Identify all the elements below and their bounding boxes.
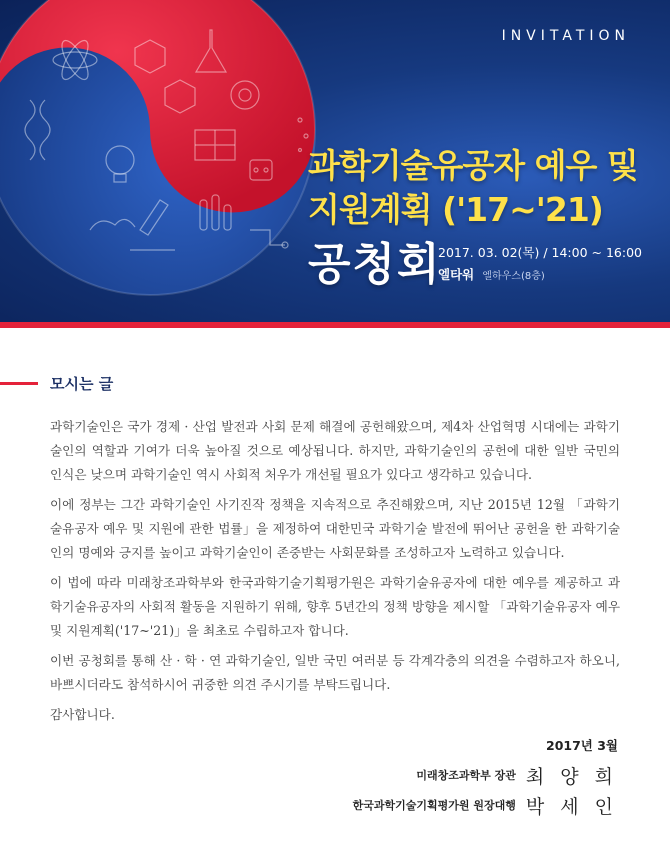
venue-detail: 엘하우스(8층) [482, 271, 545, 282]
signer-name: 최 양 희 [525, 765, 618, 788]
letter-paragraph: 이에 정부는 그간 과학기술인 사기진작 정책을 지속적으로 추진해왔으며, 지난 2015년 12월 「과학기술유공자 예우 및 지원에 관한 법률」을 제정하여 대한민국 과학기술 발전에 뛰어난 공헌을 한 과학기술인의 명예와 긍지를 높이고 과학기술인이 존중받는 사회문화를 조성하고자 노력하고 있습니다. [50, 497, 620, 560]
signer-row [218, 760, 618, 790]
signature-block [218, 736, 618, 820]
venue-name: 엘타워 [438, 267, 475, 282]
signer-organization: 미래창조과학부 장관 [416, 769, 516, 782]
signer-row [218, 790, 618, 820]
signer-name: 박 세 인 [525, 795, 618, 818]
event-venue [438, 264, 545, 283]
letter-paragraph: 과학기술인은 국가 경제 · 산업 발전과 사회 문제 해결에 공헌해왔으며, 제4차 산업혁명 시대에는 과학기술인의 역할과 기여가 더욱 높아질 것으로 예상됩니다. 하지만, 과학기술인의 공헌에 대한 일반 국민의 인식은 낮으며 과학기술인 역시 사회적 처우가 개선될 필요가 있다고 생각하고 있습니다. [50, 419, 620, 482]
letter-paragraph: 이번 공청회를 통해 산 · 학 · 연 과학기술인, 일반 국민 여러분 등 각계각층의 의견을 수렴하고자 하오니, 바쁘시더라도 참석하시어 귀중한 의견 주시기를 부탁드립니다. [50, 653, 620, 692]
event-title-line2: 지원계획 ('17~'21) [308, 190, 603, 229]
invitation-letter [50, 415, 620, 733]
invitation-label: INVITATION [501, 28, 630, 44]
signer-organization: 한국과학기술기획평가원 원장대행 [352, 799, 516, 812]
letter-closing: 감사합니다. [50, 707, 115, 722]
banner-divider [0, 322, 670, 328]
section-accent-bar [0, 382, 38, 385]
section-title: 모시는 글 [50, 375, 114, 393]
event-title-line1: 과학기술유공자 예우 및 [308, 146, 638, 185]
section-header [0, 373, 670, 395]
signature-date: 2017년 3월 [546, 738, 618, 753]
event-datetime: 2017. 03. 02(목) / 14:00 ~ 16:00 [438, 245, 642, 260]
letter-paragraph: 이 법에 따라 미래창조과학부와 한국과학기술기획평가원은 과학기술유공자에 대한 예우를 제공하고 과학기술유공자의 사회적 활동을 지원하기 위해, 향후 5년간의 정책 방향을 제시할 「과학기술유공자 예우 및 지원계획('17~'21)」을 최초로 수립하고자 합니다. [50, 575, 620, 638]
invitation-banner [0, 0, 670, 322]
event-type: 공청회 [308, 239, 442, 290]
